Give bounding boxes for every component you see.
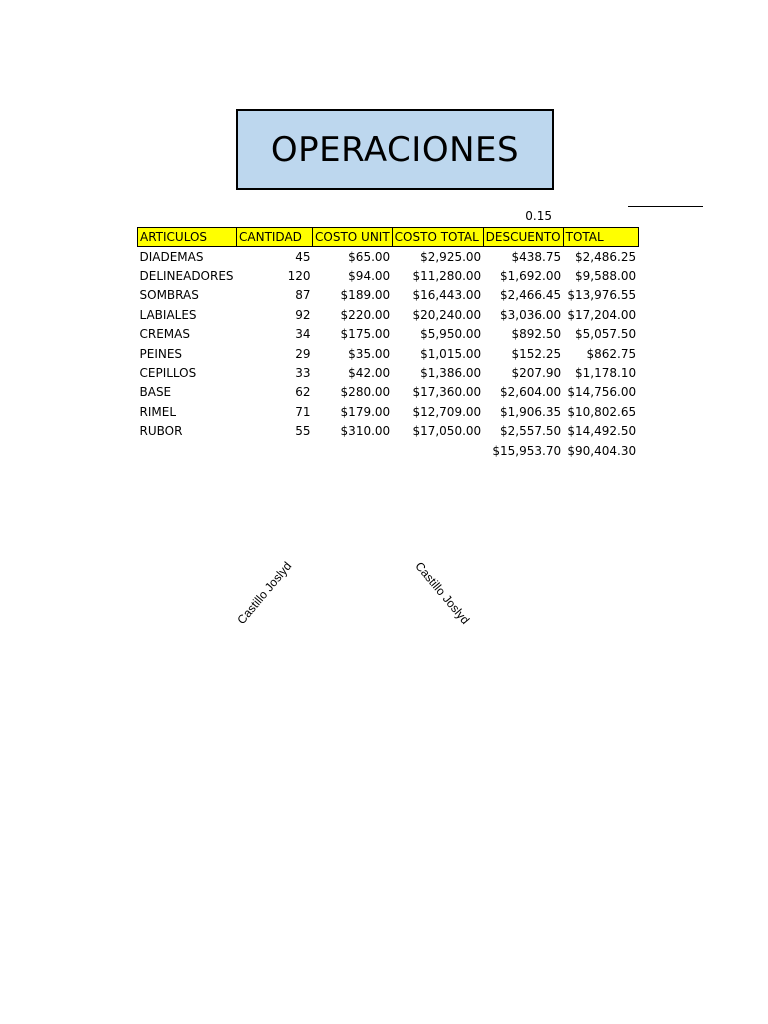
cell-costo-unit: $35.00 <box>348 346 391 361</box>
cell-articulo: CREMAS <box>139 327 190 342</box>
table-row <box>138 363 639 382</box>
cell-costo-total: $17,050.00 <box>412 424 482 439</box>
cell-costo-total: $16,443.00 <box>412 288 482 303</box>
cell-cantidad: 87 <box>295 288 311 303</box>
empty-cell <box>138 441 237 460</box>
cell-costo-unit: $189.00 <box>340 288 391 303</box>
cell-articulo: RIMEL <box>139 404 176 419</box>
cell-cantidad: 29 <box>295 346 311 361</box>
cell-costo-total: $17,360.00 <box>412 385 482 400</box>
cell-costo-unit: $179.00 <box>340 404 391 419</box>
cell-costo-total: $12,709.00 <box>412 404 482 419</box>
cell-total: $17,204.00 <box>567 307 637 322</box>
total-descuento: $15,953.70 <box>492 443 562 458</box>
total-total: $90,404.30 <box>567 443 637 458</box>
cell-costo-unit: $94.00 <box>348 269 391 284</box>
cell-cantidad: 92 <box>295 307 311 322</box>
cell-costo-total: $11,280.00 <box>412 269 482 284</box>
header-articulos: ARTICULOS <box>138 228 237 247</box>
cell-cantidad: 62 <box>295 385 311 400</box>
cell-articulo: BASE <box>139 385 172 400</box>
table-row <box>138 305 639 324</box>
cell-descuento: $152.25 <box>511 346 562 361</box>
table-row <box>138 422 639 441</box>
cell-cantidad: 120 <box>287 269 311 284</box>
cell-articulo: DIADEMAS <box>139 249 204 264</box>
cell-cantidad: 34 <box>295 327 311 342</box>
cell-costo-unit: $220.00 <box>340 307 391 322</box>
empty-cell <box>392 441 483 460</box>
header-descuento: DESCUENTO <box>483 228 563 247</box>
table-row <box>138 402 639 421</box>
cell-descuento: $207.90 <box>511 366 562 381</box>
cell-articulo: PEINES <box>139 346 183 361</box>
signature-left: Castillo Joslyd <box>234 559 295 627</box>
header-costo-total: COSTO TOTAL <box>392 228 483 247</box>
header-costo-unit: COSTO UNIT <box>313 228 393 247</box>
table-row <box>138 266 639 285</box>
discount-rate-cell: 0.15 <box>525 209 552 223</box>
cell-descuento: $2,557.50 <box>500 424 562 439</box>
cell-articulo: DELINEADORES <box>139 269 234 284</box>
cell-costo-unit: $280.00 <box>340 385 391 400</box>
table-row <box>138 325 639 344</box>
cell-descuento: $3,036.00 <box>500 307 562 322</box>
cell-articulo: SOMBRAS <box>139 288 199 303</box>
empty-cell <box>313 441 393 460</box>
cell-costo-unit: $42.00 <box>348 366 391 381</box>
page-title: OPERACIONES <box>236 109 554 190</box>
cell-total: $2,486.25 <box>575 249 637 264</box>
signature-right: Castillo Joslyd <box>412 559 473 627</box>
cell-descuento: $2,604.00 <box>500 385 562 400</box>
cell-cantidad: 71 <box>295 404 311 419</box>
totals-row <box>138 441 639 460</box>
table-row <box>138 247 639 267</box>
cell-costo-unit: $175.00 <box>340 327 391 342</box>
cell-total: $14,756.00 <box>567 385 637 400</box>
cell-descuento: $1,906.35 <box>500 404 562 419</box>
cell-costo-unit: $310.00 <box>340 424 391 439</box>
table-header-row <box>138 228 639 247</box>
cell-articulo: LABIALES <box>139 307 197 322</box>
operations-table <box>137 227 639 460</box>
table-row <box>138 286 639 305</box>
cell-total: $862.75 <box>586 346 637 361</box>
cell-cantidad: 55 <box>295 424 311 439</box>
cell-total: $9,588.00 <box>575 269 637 284</box>
cell-total: $5,057.50 <box>575 327 637 342</box>
cell-cantidad: 45 <box>295 249 311 264</box>
cell-costo-total: $1,386.00 <box>420 366 482 381</box>
cell-cantidad: 33 <box>295 366 311 381</box>
table-row <box>138 344 639 363</box>
cell-total: $1,178.10 <box>575 366 637 381</box>
cell-descuento: $1,692.00 <box>500 269 562 284</box>
cell-costo-unit: $65.00 <box>348 249 391 264</box>
underline-divider <box>628 206 703 207</box>
cell-articulo: CEPILLOS <box>139 366 197 381</box>
cell-articulo: RUBOR <box>139 424 183 439</box>
cell-costo-total: $20,240.00 <box>412 307 482 322</box>
cell-descuento: $892.50 <box>511 327 562 342</box>
cell-costo-total: $5,950.00 <box>420 327 482 342</box>
cell-descuento: $438.75 <box>511 249 562 264</box>
header-total: TOTAL <box>563 228 638 247</box>
cell-costo-total: $1,015.00 <box>420 346 482 361</box>
empty-cell <box>237 441 313 460</box>
cell-total: $13,976.55 <box>567 288 637 303</box>
table-row <box>138 383 639 402</box>
header-cantidad: CANTIDAD <box>237 228 313 247</box>
cell-total: $10,802.65 <box>567 404 637 419</box>
cell-total: $14,492.50 <box>567 424 637 439</box>
cell-costo-total: $2,925.00 <box>420 249 482 264</box>
cell-descuento: $2,466.45 <box>500 288 562 303</box>
